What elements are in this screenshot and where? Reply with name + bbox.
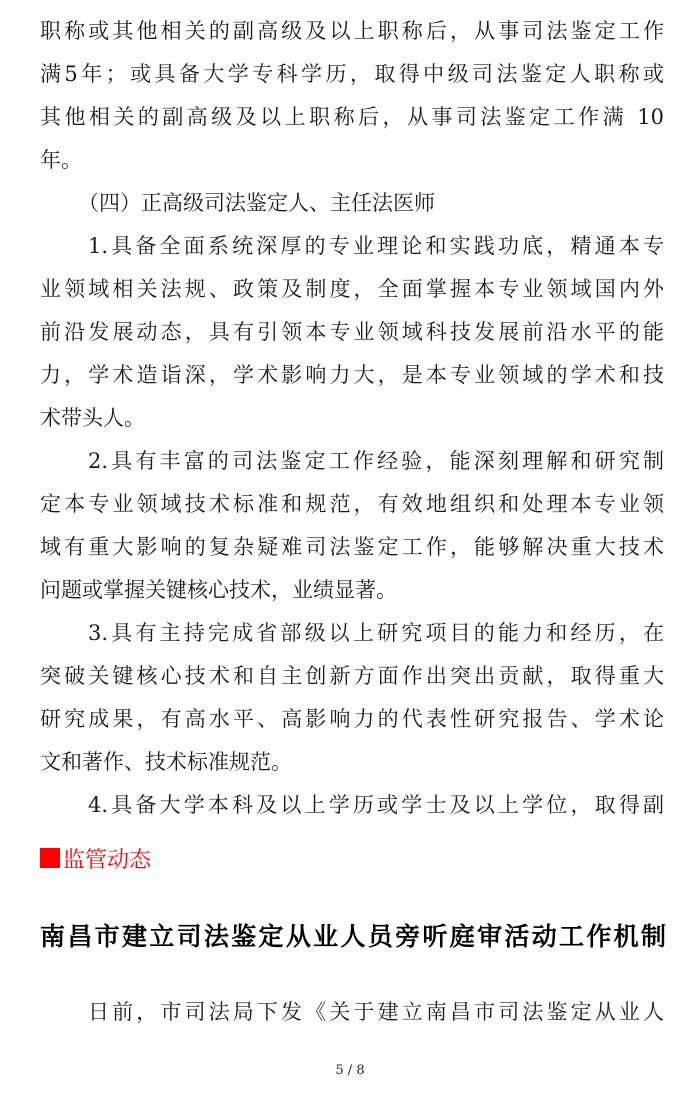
item-1-line: 前沿发展动态，具有引领本专业领域科技发展前沿水平的能 xyxy=(40,320,664,344)
subsection-heading: （四）正高级司法鉴定人、主任法医师 xyxy=(78,191,435,215)
item-1-line: 力，学术造诣深，学术影响力大，是本专业领域的学术和技 xyxy=(40,363,664,387)
item-2-line: 2.具有丰富的司法鉴定工作经验，能深刻理解和研究制 xyxy=(88,449,664,473)
section-tag-label: 监管动态 xyxy=(63,847,152,873)
item-3-line: 3.具有主持完成省部级以上研究项目的能力和经历，在 xyxy=(88,621,664,645)
page-number: 5 / 8 xyxy=(335,1063,365,1078)
item-2-line: 定本专业领域技术标准和规范，有效地组织和处理本专业领 xyxy=(40,492,664,516)
item-2-line: 问题或掌握关键核心技术，业绩显著。 xyxy=(40,578,397,602)
paragraph-line: 其他相关的副高级及以上职称后，从事司法鉴定工作满 10 xyxy=(40,105,664,129)
paragraph-line: 职称或其他相关的副高级及以上职称后，从事司法鉴定工作 xyxy=(40,19,664,43)
paragraph-line: 满5年；或具备大学专科学历，取得中级司法鉴定人职称或 xyxy=(40,62,664,86)
item-4-line: 4.具备大学本科及以上学历或学士及以上学位，取得副 xyxy=(88,793,664,817)
item-1-line: 1.具备全面系统深厚的专业理论和实践功底，精通本专 xyxy=(88,234,664,258)
item-3-line: 研究成果，有高水平、高影响力的代表性研究报告、学术论 xyxy=(40,707,664,731)
item-2-line: 域有重大影响的复杂疑难司法鉴定工作，能够解决重大技术 xyxy=(40,535,664,559)
red-square-icon xyxy=(40,848,60,868)
item-1-line: 业领域相关法规、政策及制度，全面掌握本专业领域国内外 xyxy=(40,277,664,301)
paragraph-line: 年。 xyxy=(40,148,82,172)
item-3-line: 突破关键核心技术和自主创新方面作出突出贡献，取得重大 xyxy=(40,664,664,688)
article-title: 南昌市建立司法鉴定从业人员旁听庭审活动工作机制 xyxy=(40,922,666,951)
item-1-line: 术带头人。 xyxy=(40,406,145,430)
item-3-line: 文和著作、技术标准规范。 xyxy=(40,750,292,774)
section-tag xyxy=(40,843,151,873)
article-body-line: 日前，市司法局下发《关于建立南昌市司法鉴定从业人 xyxy=(88,1000,664,1024)
